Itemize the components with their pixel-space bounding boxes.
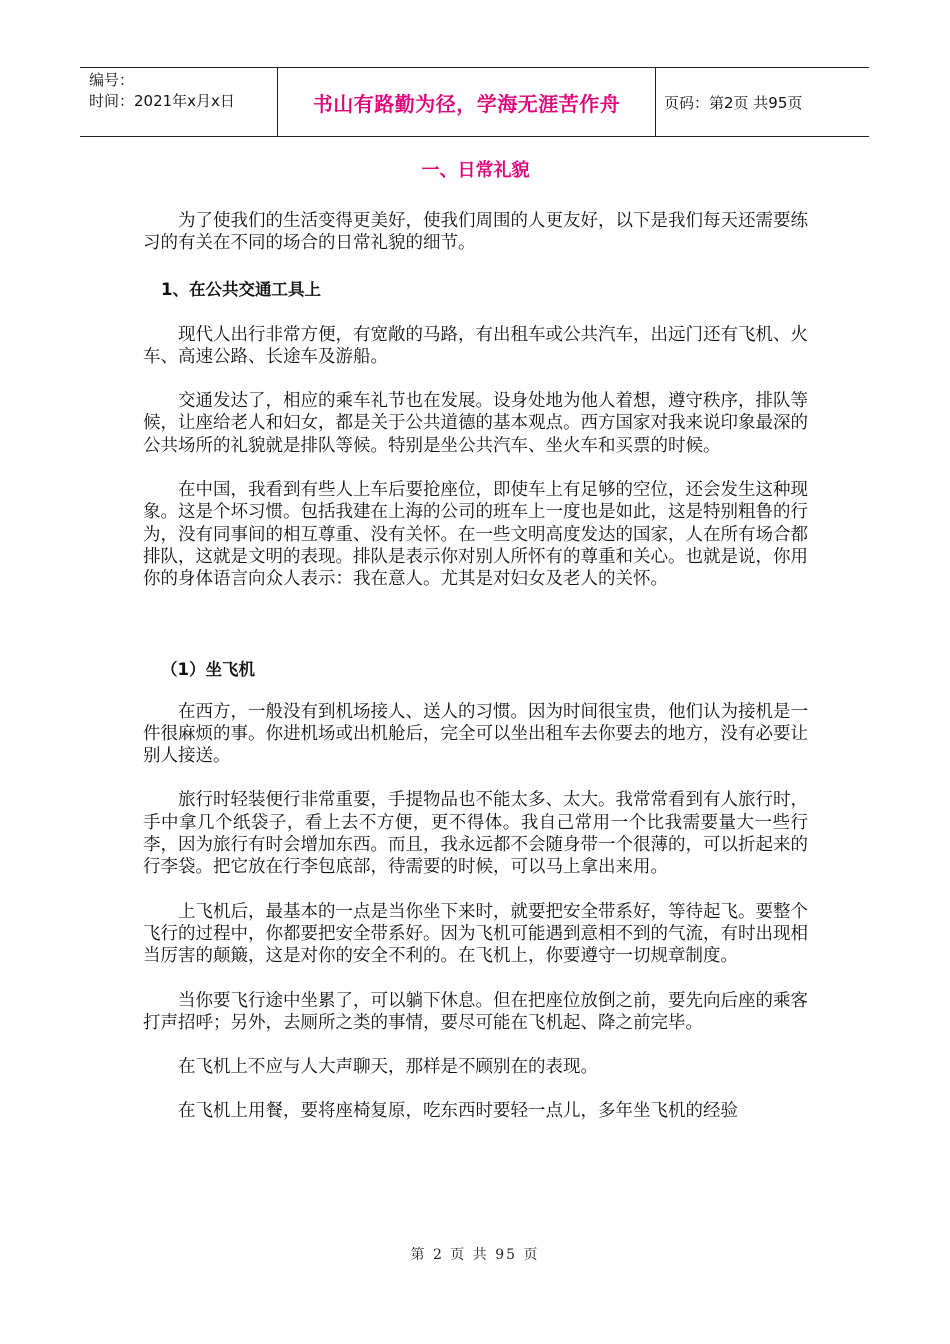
paragraph: 上飞机后，最基本的一点是当你坐下来时，就要把安全带系好，等待起飞。要整个飞行的过程中，你都要把安全带系好。因为飞机可能遇到意相不到的气流，有时出现相当厉害的颠簸，这是对你的安全不利的。在飞机上，你要遵守一切规章制度。 bbox=[143, 901, 808, 967]
page-header bbox=[80, 67, 869, 137]
heading-public-transport: 1、在公共交通工具上 bbox=[161, 279, 321, 299]
paragraph: 在中国，我看到有些人上车后要抢座位，即使车上有足够的空位，还会发生这种现象。这是个坏习惯。包括我建在上海的公司的班车上一度也是如此，这是特别粗鲁的行为，没有同事间的相互尊重、没有关怀。在一些文明高度发达的国家，人在所有场合都排队，这就是文明的表现。排队是表示你对别人所怀有的尊重和关心。也就是说，你用你的身体语言向众人表示：我在意人。尤其是对妇女及老人的关怀。 bbox=[143, 480, 808, 590]
paragraph: 在西方，一般没有到机场接人、送人的习惯。因为时间很宝贵，他们认为接机是一件很麻烦的事。你进机场或出机舱后，完全可以坐出租车去你要去的地方，没有必要让别人接送。 bbox=[143, 701, 808, 767]
heading-airplane: （1）坐飞机 bbox=[161, 659, 255, 679]
document-number-label: 编号： bbox=[89, 71, 135, 89]
paragraph: 旅行时轻装便行非常重要，手提物品也不能太多、太大。我常常看到有人旅行时，手中拿几个纸袋子，看上去不方便，更不得体。我自己常用一个比我需要量大一些行李，因为旅行有时会增加东西。而且，我永远都不会随身带一个很薄的，可以折起来的行李袋。把它放在行李包底部，待需要的时候，可以马上拿出来用。 bbox=[143, 790, 808, 878]
header-motto: 书山有路勤为径，学海无涯苦作舟 bbox=[278, 68, 656, 136]
header-page-info: 页码：第2页 共95页 bbox=[664, 93, 803, 112]
paragraph: 在飞机上用餐，要将座椅复原，吃东西时要轻一点儿，多年坐飞机的经验 bbox=[178, 1101, 738, 1122]
paragraph: 在飞机上不应与人大声聊天，那样是不顾别在的表现。 bbox=[178, 1057, 598, 1078]
paragraph-intro: 为了使我们的生活变得更美好，使我们周围的人更友好，以下是我们每天还需要练习的有关在不同的场合的日常礼貌的细节。 bbox=[143, 211, 808, 254]
document-body bbox=[143, 150, 808, 1123]
paragraph: 当你要飞行途中坐累了，可以躺下休息。但在把座位放倒之前，要先向后座的乘客打声招呼；另外，去厕所之类的事情，要尽可能在飞机起、降之前完毕。 bbox=[143, 990, 808, 1033]
paragraph: 现代人出行非常方便，有宽敞的马路，有出租车或公共汽车，出远门还有飞机、火车、高速公路、长途车及游船。 bbox=[143, 324, 808, 367]
page-footer: 第 2 页 共 95 页 bbox=[410, 1247, 540, 1263]
section-title: 一、日常礼貌 bbox=[421, 160, 530, 181]
document-time-label: 时间：2021年x月x日 bbox=[89, 92, 235, 110]
paragraph: 交通发达了，相应的乘车礼节也在发展。设身处地为他人着想，遵守秩序，排队等候，让座给老人和妇女，都是关于公共道德的基本观点。西方国家对我来说印象最深的公共场所的礼貌就是排队等候。特别是坐公共汽车、坐火车和买票的时候。 bbox=[143, 391, 808, 456]
header-meta bbox=[80, 68, 278, 136]
